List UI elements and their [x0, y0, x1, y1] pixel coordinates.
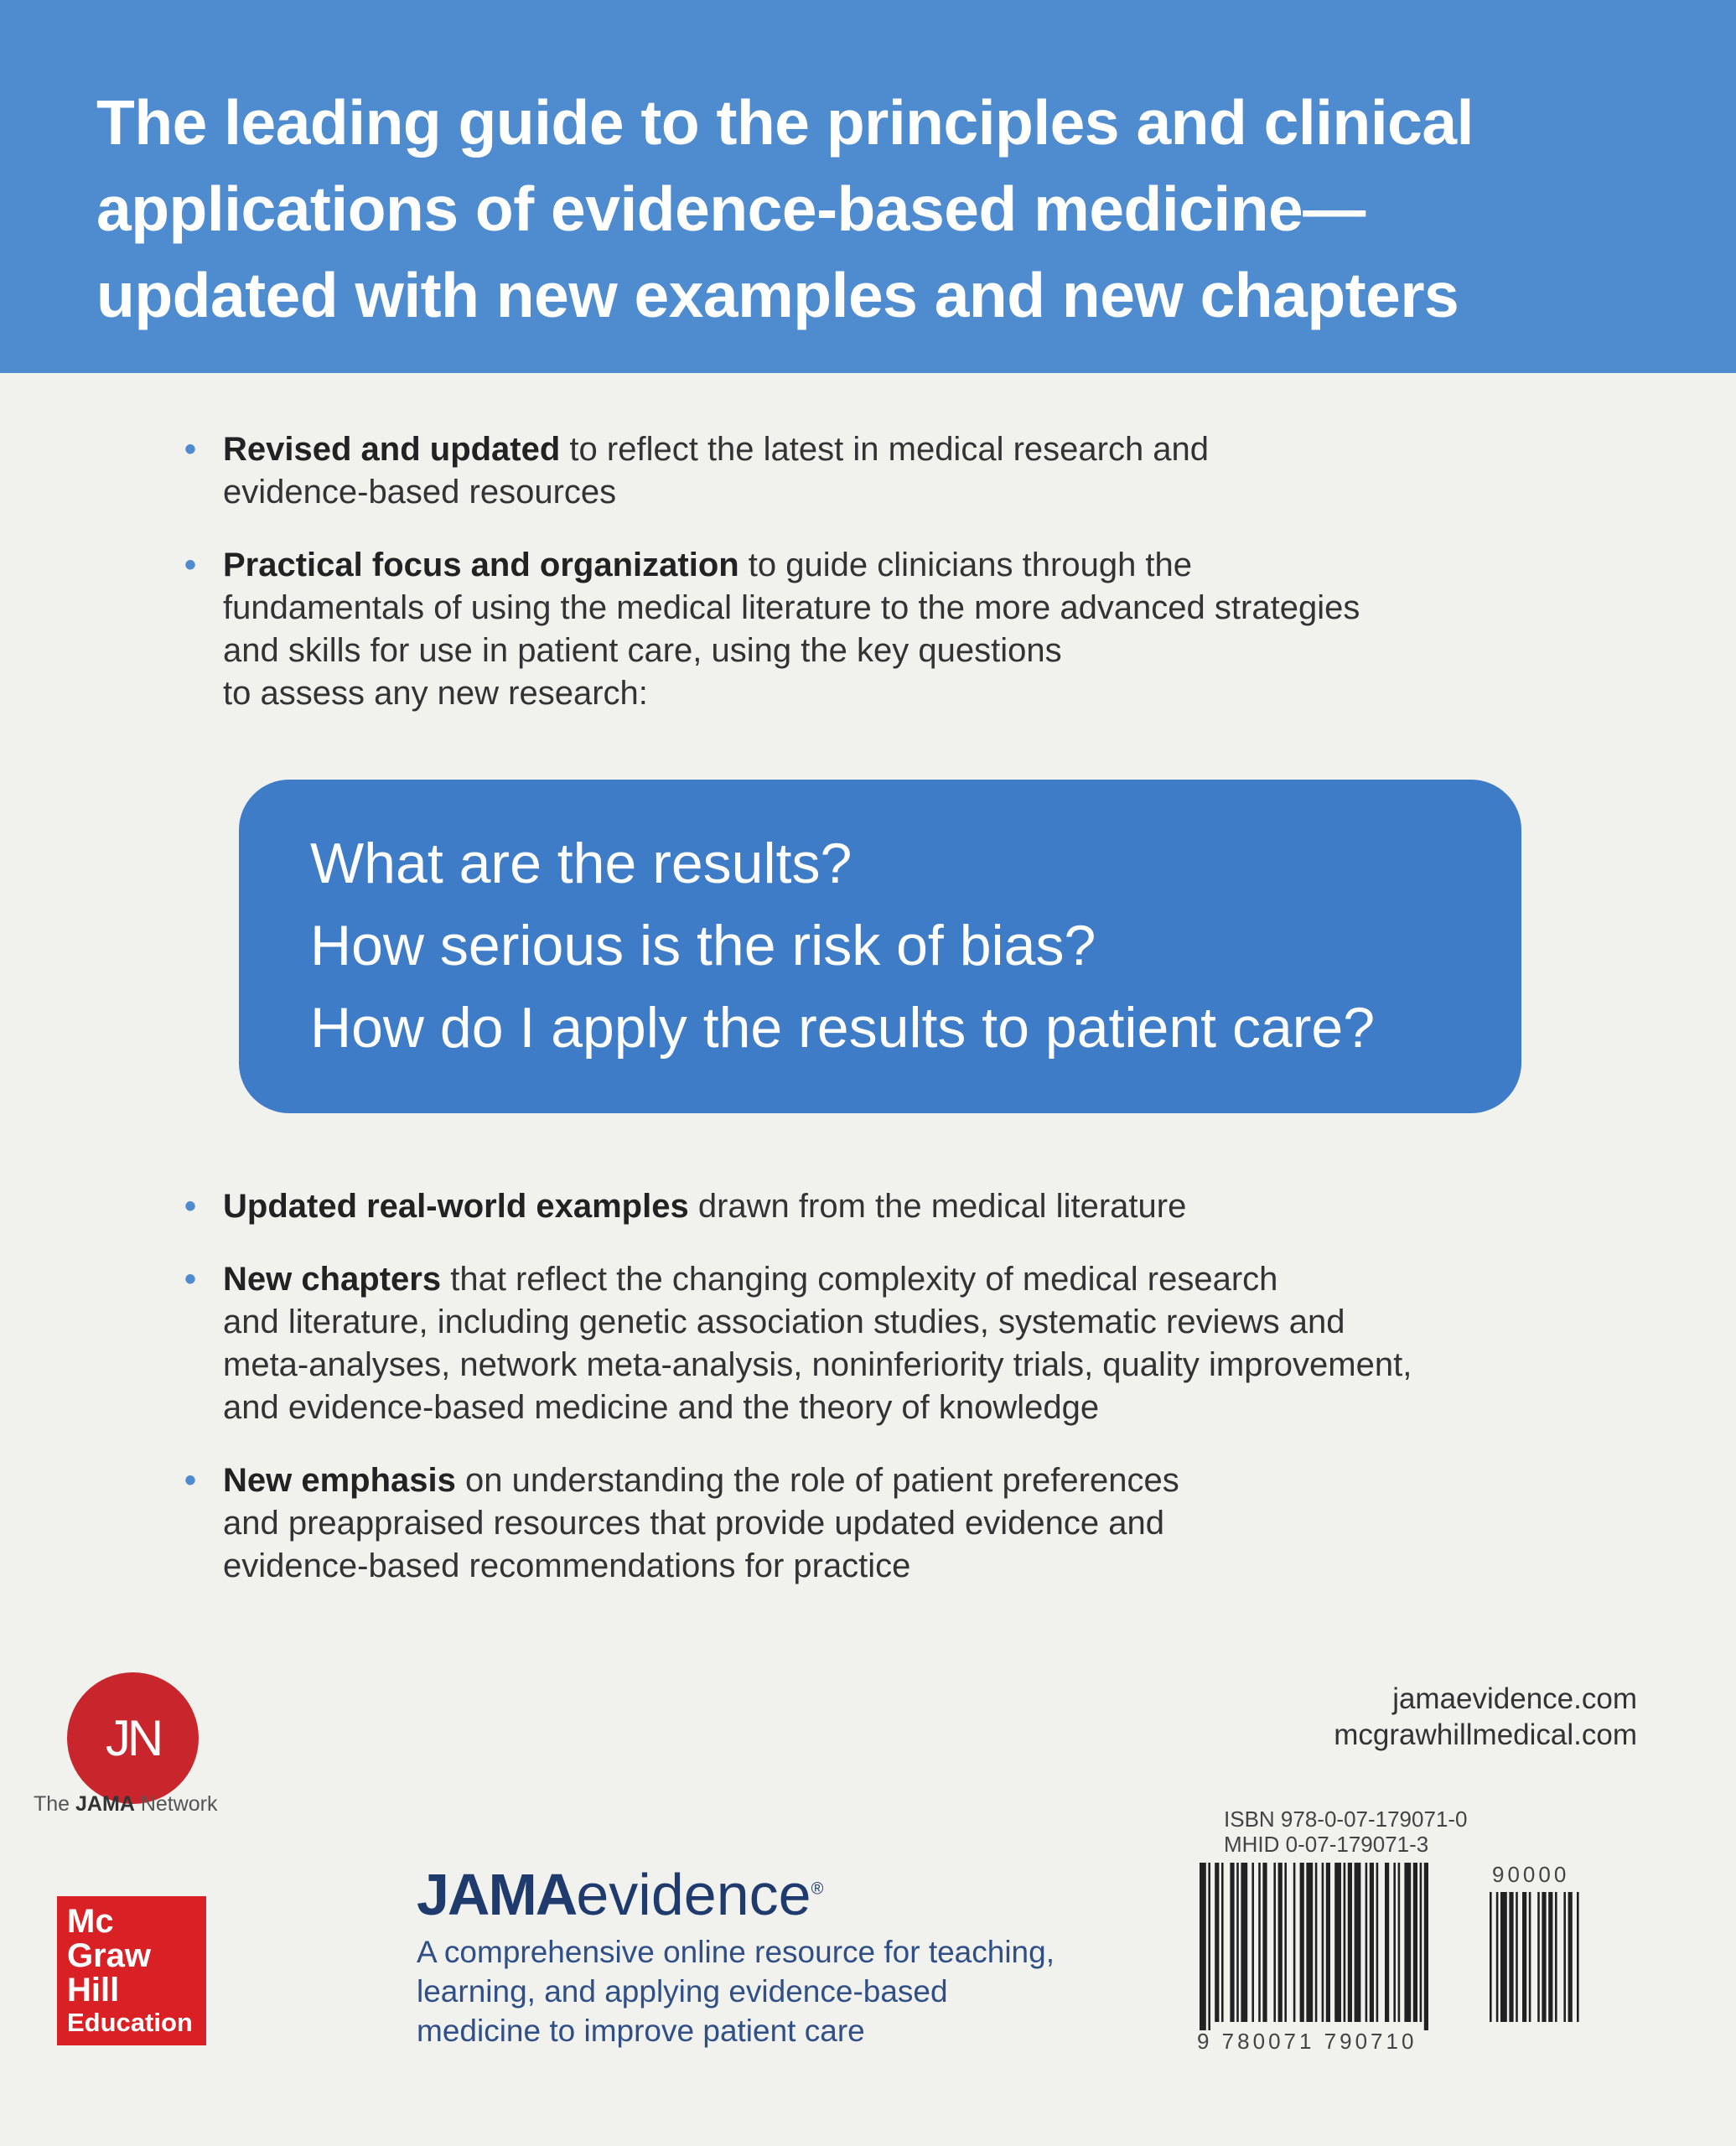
barcode-bar — [1370, 1863, 1374, 2022]
website-urls — [1334, 1681, 1637, 1753]
headline-line-2: applications of evidence-based medicine— — [96, 174, 1365, 244]
jn-text-post: Network — [134, 1792, 218, 1816]
barcode-bar — [1284, 1863, 1287, 2022]
jn-text-pre: The — [34, 1792, 76, 1816]
desc-line: medicine to improve patient care — [417, 2014, 865, 2048]
url-mcgrawhillmedical: mcgrawhillmedical.com — [1334, 1718, 1637, 1751]
barcode-bar — [1393, 1863, 1396, 2022]
bullet-text: that reflect the changing complexity of medical research — [441, 1261, 1278, 1298]
barcode-bar — [1490, 1892, 1492, 2022]
jama-logo-bold: JAMA — [417, 1862, 577, 1927]
bullet-text: meta-analyses, network meta-analysis, noninferiority trials, quality improvement, — [223, 1346, 1412, 1383]
bullet-icon: • — [184, 1261, 197, 1298]
header-banner — [0, 0, 1736, 373]
jama-evidence-logo — [417, 1861, 823, 1928]
isbn-number: ISBN 978-0-07-179071-0 — [1224, 1806, 1468, 1832]
bullet-item — [184, 1185, 1568, 1228]
bullet-text: evidence-based recommendations for practice — [223, 1547, 911, 1584]
bullet-text: to reflect the latest in medical research and — [560, 431, 1210, 468]
barcode — [1194, 1863, 1597, 2051]
mgh-line: Mc — [67, 1903, 114, 1940]
bullet-lead: Revised and updated — [223, 431, 561, 468]
bullet-text: and evidence-based medicine and the theory of knowledge — [223, 1389, 1100, 1426]
jama-logo-light: evidence — [576, 1862, 811, 1927]
barcode-bar — [1334, 1863, 1341, 2022]
barcode-price-digits: 90000 — [1492, 1862, 1570, 1887]
barcode-bar — [1221, 1863, 1224, 2022]
barcode-bar — [1420, 1863, 1422, 2022]
headline — [96, 80, 1706, 339]
barcode-bar — [1516, 1892, 1518, 2022]
barcode-bar — [1258, 1863, 1261, 2022]
registered-mark: ® — [811, 1879, 824, 1899]
barcode-bar — [1500, 1892, 1507, 2022]
bullet-lead: New emphasis — [223, 1462, 456, 1499]
bullet-lead: New chapters — [223, 1261, 442, 1298]
barcode-bar — [1568, 1892, 1573, 2022]
bullet-text: on understanding the role of patient preferences — [455, 1462, 1179, 1499]
bullet-text: evidence-based resources — [223, 474, 617, 511]
barcode-bar — [1300, 1863, 1304, 2022]
mgh-edu: Education — [67, 2008, 193, 2037]
headline-line-3: updated with new examples and new chapters — [96, 260, 1459, 330]
jama-network-logo-icon: JN — [67, 1672, 199, 1804]
bullet-text: to guide clinicians through the — [738, 547, 1193, 583]
bullet-icon: • — [184, 1188, 197, 1225]
barcode-bar — [1577, 1892, 1579, 2022]
barcode-bar — [1555, 1892, 1557, 2022]
barcode-bar — [1385, 1863, 1389, 2022]
bullet-text: to assess any new research: — [223, 675, 648, 712]
barcode-bar — [1509, 1892, 1513, 2022]
mcgraw-hill-logo — [57, 1896, 206, 2045]
desc-line: learning, and applying evidence-based — [417, 1974, 948, 2009]
mgh-line: Hill — [67, 1972, 120, 2009]
barcode-bar — [1278, 1863, 1283, 2022]
barcode-bar — [1355, 1863, 1361, 2022]
barcode-bar — [1236, 1863, 1239, 2022]
barcode-bar — [1542, 1892, 1546, 2022]
barcode-bar — [1208, 1863, 1210, 2030]
barcode-bar — [1365, 1863, 1368, 2022]
barcode-bar — [1348, 1863, 1352, 2022]
bullet-text: and literature, including genetic association studies, systematic reviews and — [223, 1304, 1345, 1340]
question-2: How serious is the risk of bias? — [310, 914, 1096, 977]
bullet-list-top — [184, 428, 1568, 715]
barcode-bar — [1413, 1863, 1417, 2022]
barcode-bar — [1262, 1863, 1267, 2022]
bullet-icon: • — [184, 547, 197, 583]
barcode-bar — [1344, 1863, 1346, 2022]
barcode-bar — [1241, 1863, 1247, 2022]
barcode-bar — [1322, 1863, 1324, 2022]
barcode-bar — [1404, 1863, 1411, 2022]
barcode-bar — [1315, 1863, 1318, 2022]
question-1: What are the results? — [310, 832, 852, 895]
barcode-bar — [1326, 1863, 1330, 2022]
barcode-bar — [1398, 1863, 1401, 2022]
barcode-bar — [1496, 1892, 1499, 2022]
desc-line: A comprehensive online resource for teaching, — [417, 1935, 1055, 1969]
jn-text-bold: JAMA — [75, 1792, 135, 1816]
barcode-bar — [1522, 1892, 1526, 2022]
barcode-bar — [1200, 1863, 1206, 2030]
bullet-icon: • — [184, 1462, 197, 1499]
isbn-block — [1224, 1806, 1468, 1857]
barcode-bar — [1230, 1863, 1234, 2022]
barcode-bar — [1563, 1892, 1566, 2022]
barcode-digits: 9 780071 790710 — [1197, 2029, 1417, 2054]
headline-line-1: The leading guide to the principles and clinical — [96, 87, 1474, 158]
barcode-bar — [1306, 1863, 1313, 2022]
bullet-icon: • — [184, 431, 197, 468]
bullet-text: fundamentals of using the medical literature to the more advanced strategies — [223, 589, 1360, 626]
key-questions-box — [239, 780, 1521, 1113]
bullet-item — [184, 544, 1568, 715]
barcode-bar — [1215, 1863, 1219, 2022]
bullet-text: drawn from the medical literature — [688, 1188, 1187, 1225]
bullet-item — [184, 428, 1568, 514]
mhid-number: MHID 0-07-179071-3 — [1224, 1832, 1429, 1857]
barcode-bar — [1376, 1863, 1379, 2022]
bullet-item — [184, 1258, 1568, 1429]
jama-network-text — [34, 1792, 218, 1817]
jama-evidence-description — [417, 1932, 1055, 2050]
question-3: How do I apply the results to patient care? — [310, 996, 1376, 1060]
bullet-text: and skills for use in patient care, using the key questions — [223, 632, 1062, 669]
bullet-lead: Practical focus and organization — [223, 547, 739, 583]
barcode-bar — [1529, 1892, 1531, 2022]
barcode-bar — [1548, 1892, 1552, 2022]
barcode-bar — [1293, 1863, 1296, 2022]
bullet-text: and preappraised resources that provide updated evidence and — [223, 1505, 1165, 1542]
mgh-line: Graw — [67, 1937, 152, 1974]
bullet-lead: Updated real-world examples — [223, 1188, 689, 1225]
barcode-bar — [1273, 1863, 1276, 2022]
barcode-bar — [1251, 1863, 1254, 2022]
url-jamaevidence: jamaevidence.com — [1392, 1682, 1637, 1715]
barcode-bar — [1537, 1892, 1540, 2022]
bullet-list-bottom — [184, 1185, 1568, 1588]
barcode-icon — [1194, 1863, 1597, 2030]
barcode-bar — [1424, 1863, 1428, 2030]
bullet-item — [184, 1459, 1568, 1588]
